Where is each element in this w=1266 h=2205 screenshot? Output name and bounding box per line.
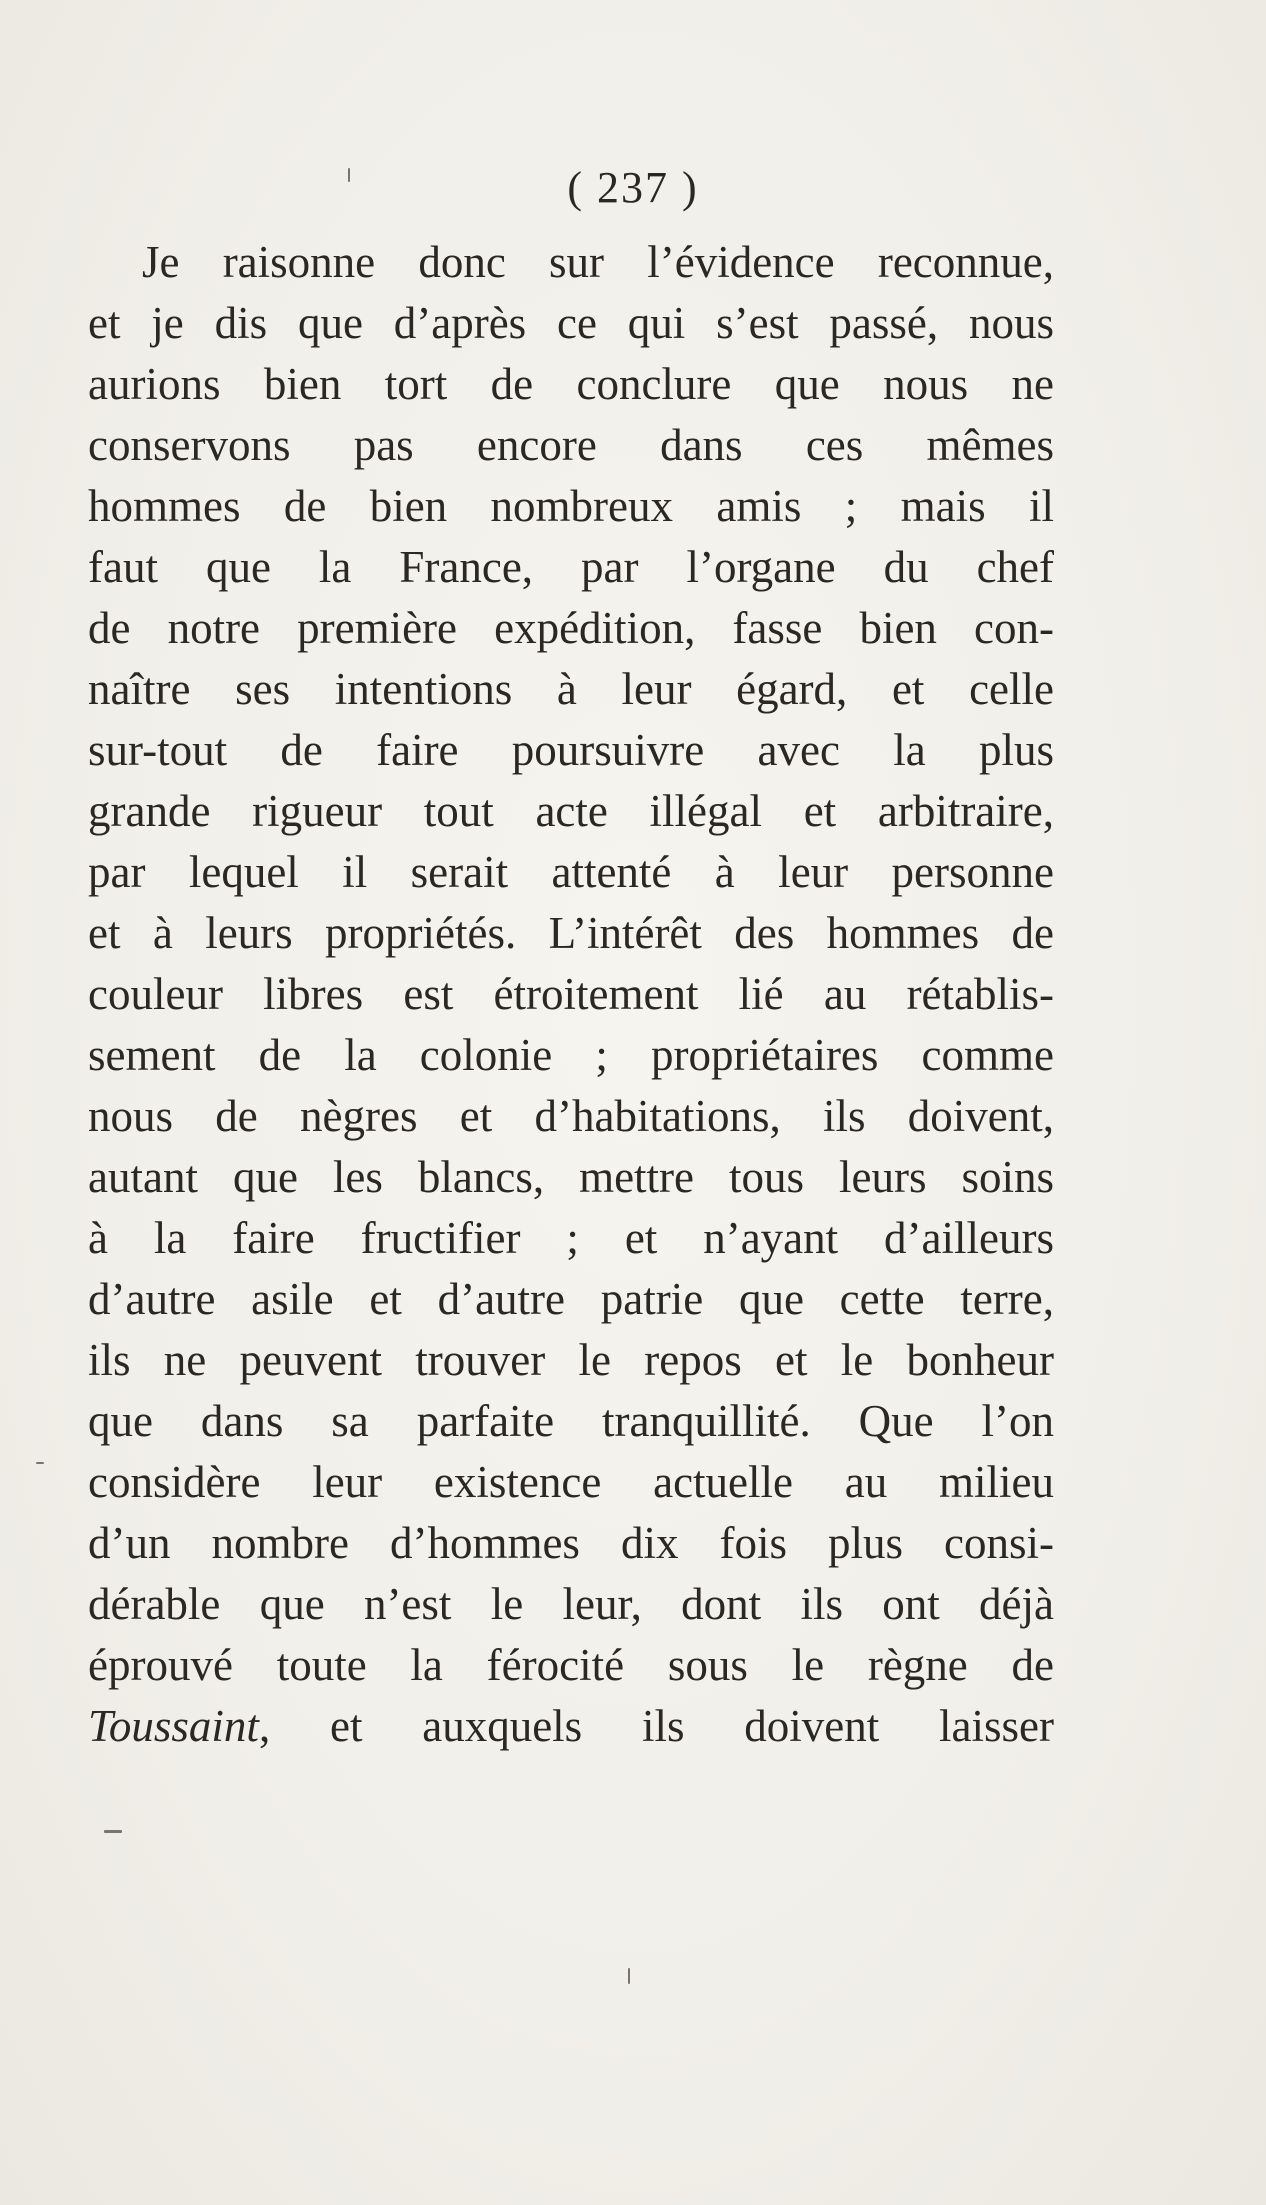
text-line: dérable que n’est le leur, dont ils ont déjà (88, 1579, 1054, 1629)
text-line: couleur libres est étroitement lié au rétablis- (88, 969, 1054, 1019)
text-line: aurions bien tort de conclure que nous ne (88, 359, 1054, 409)
text-line: faut que la France, par l’organe du chef (88, 542, 1054, 592)
paper-speck (628, 1968, 630, 1984)
text-line-last (88, 1696, 1054, 1757)
page-number: ( 237 ) (567, 163, 699, 212)
text-line: que dans sa parfaite tranquillité. Que l’on (88, 1396, 1054, 1446)
text-line: de notre première expédition, fasse bien con- (88, 603, 1054, 653)
italic-name: Toussaint (88, 1701, 259, 1751)
text-line: et je dis que d’après ce qui s’est passé, nous (88, 298, 1054, 348)
text-line: d’autre asile et d’autre patrie que cette terre, (88, 1274, 1054, 1324)
paper-speck (36, 1462, 44, 1464)
text-line: conservons pas encore dans ces mêmes (88, 420, 1054, 470)
text-line: par lequel il serait attenté à leur personne (88, 847, 1054, 897)
text-line: autant que les blancs, mettre tous leurs soins (88, 1152, 1054, 1202)
text-line: nous de nègres et d’habitations, ils doivent, (88, 1091, 1054, 1141)
text-line: hommes de bien nombreux amis ; mais il (88, 481, 1054, 531)
text-line: considère leur existence actuelle au milieu (88, 1457, 1054, 1507)
text-line: Je raisonne donc sur l’évidence reconnue, (142, 237, 1054, 287)
text-line: grande rigueur tout acte illégal et arbitraire, (88, 786, 1054, 836)
paper-speck (104, 1830, 122, 1833)
text-line: éprouvé toute la férocité sous le règne de (88, 1640, 1054, 1690)
text-line-last-rest: , et auxquels ils doivent laisser (258, 1701, 1054, 1751)
text-line: et à leurs propriétés. L’intérêt des hommes de (88, 908, 1054, 958)
paper-speck (348, 168, 350, 182)
body-text (88, 232, 1054, 1757)
text-line: d’un nombre d’hommes dix fois plus consi- (88, 1518, 1054, 1568)
text-line: sur-tout de faire poursuivre avec la plus (88, 725, 1054, 775)
text-line: ils ne peuvent trouver le repos et le bonheur (88, 1335, 1054, 1385)
text-line: à la faire fructifier ; et n’ayant d’ailleurs (88, 1213, 1054, 1263)
text-line: sement de la colonie ; propriétaires comme (88, 1030, 1054, 1080)
text-line: naître ses intentions à leur égard, et celle (88, 664, 1054, 714)
